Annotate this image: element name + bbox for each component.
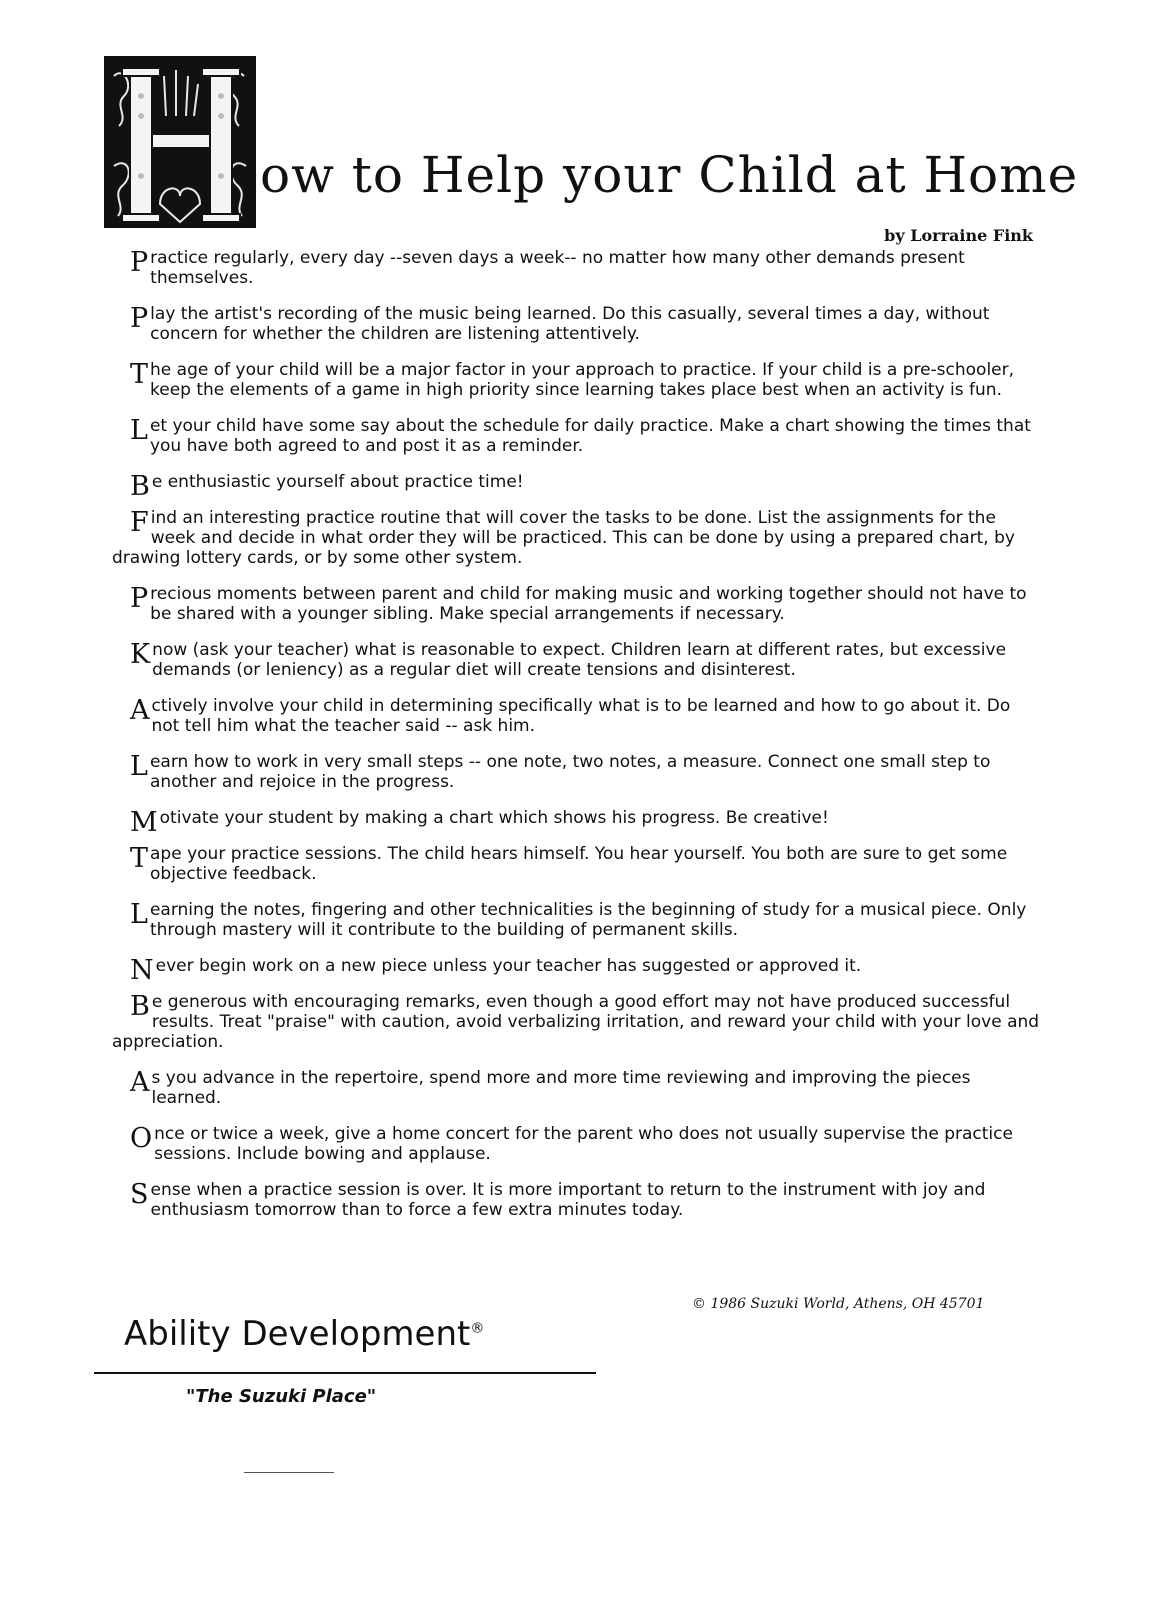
tip-initial: P (130, 247, 149, 278)
tip-initial: P (130, 583, 149, 614)
tip-initial: S (130, 1179, 149, 1210)
brand-name: Ability Development (124, 1314, 471, 1354)
brand-tagline: "The Suzuki Place" (186, 1386, 377, 1407)
tip-text: nce or twice a week, give a home concert for the parent who does not usually supervise the practice sessions. Include bowing and applause. (154, 1124, 1013, 1164)
tip-initial: O (130, 1123, 153, 1154)
tip-item (112, 248, 1042, 288)
tip-text: e enthusiastic yourself about practice time! (151, 472, 524, 492)
tip-text: ape your practice sessions. The child hears himself. You hear yourself. You both are sure to get some objective feedback. (150, 844, 1008, 884)
tip-text: now (ask your teacher) what is reasonable to expect. Children learn at different rates, but excessive demands (or leniency) as a regular diet will create tensions and disinterest. (152, 640, 1007, 680)
brand-divider (94, 1372, 596, 1374)
tip-item (112, 752, 1042, 792)
tip-item (112, 844, 1042, 884)
tip-item (112, 304, 1042, 344)
tip-text: recious moments between parent and child for making music and working together should not have to be shared with a younger sibling. Make special arrangements if necessary. (150, 584, 1027, 624)
tip-initial: T (130, 843, 149, 874)
tip-text: earning the notes, fingering and other technicalities is the beginning of study for a musical piece. Only through mastery will it contribute to the building of permanent skills. (149, 900, 1027, 940)
tip-text: lay the artist's recording of the music being learned. Do this casually, several times a day, without concern for whether the children are listening attentively. (150, 304, 990, 344)
tip-text: et your child have some say about the schedule for daily practice. Make a chart showing the times that you have both agreed to and post it as a reminder. (149, 416, 1031, 456)
tip-text: ctively involve your child in determining specifically what is to be learned and how to go about it. Do not tell him what the teacher said -- ask him. (151, 696, 1011, 736)
tip-initial: P (130, 303, 149, 334)
tip-item (112, 360, 1042, 400)
tip-initial: A (130, 695, 150, 726)
tip-item (112, 471, 1042, 502)
tip-text: ractice regularly, every day --seven days a week-- no matter how many other demands present themselves. (150, 248, 965, 288)
page-title: ow to Help your Child at Home (260, 146, 1079, 204)
tip-text: earn how to work in very small steps -- one note, two notes, a measure. Connect one small step to another and rejoice in the progress. (149, 752, 991, 792)
tip-item (112, 584, 1042, 624)
tip-item (112, 900, 1042, 940)
tip-item (112, 955, 1042, 986)
tip-item (112, 696, 1042, 736)
tip-item (112, 807, 1042, 838)
ornamental-initial-h-icon (104, 56, 256, 228)
tip-text: ind an interesting practice routine that will cover the tasks to be done. List the assignments for the week and decide in what order they will be practiced. This can be done by using a prepared chart, by drawing lottery cards, or by some other system. (112, 508, 1015, 568)
tip-text: ense when a practice session is over. It is more important to return to the instrument with joy and enthusiasm tomorrow than to force a few extra minutes today. (150, 1180, 986, 1220)
author-byline: by Lorraine Fink (884, 226, 1033, 245)
tips-list (112, 248, 1042, 1236)
title-block (96, 56, 1096, 236)
tip-initial: F (130, 507, 149, 538)
tip-initial: K (130, 639, 151, 670)
tip-initial: L (130, 415, 148, 446)
tip-initial: B (130, 471, 150, 502)
tip-text: s you advance in the repertoire, spend more and more time reviewing and improving the pieces learned. (151, 1068, 971, 1108)
tip-initial: L (130, 751, 148, 782)
tip-item (112, 1124, 1042, 1164)
tip-initial: N (130, 955, 154, 986)
tip-initial: A (130, 1067, 150, 1098)
tip-item (112, 992, 1042, 1052)
stray-mark (244, 1472, 334, 1473)
registered-mark: ® (470, 1320, 485, 1337)
tip-initial: T (130, 359, 149, 390)
tip-text: e generous with encouraging remarks, even though a good effort may not have produced successful results. Treat "praise" with caution, avoid verbalizing irritation, and reward your child with your love and appreciation. (112, 992, 1040, 1052)
tip-initial: B (130, 991, 150, 1022)
tip-text: ever begin work on a new piece unless your teacher has suggested or approved it. (155, 956, 862, 976)
tip-item (112, 416, 1042, 456)
tip-item (112, 1180, 1042, 1220)
tip-text: otivate your student by making a chart which shows his progress. Be creative! (159, 808, 829, 828)
tip-initial: L (130, 899, 148, 930)
copyright-notice: © 1986 Suzuki World, Athens, OH 45701 (692, 1296, 985, 1312)
tip-text: he age of your child will be a major factor in your approach to practice. If your child is a pre-schooler, keep the elements of a game in high priority since learning takes place best when an activity is fun. (150, 360, 1015, 400)
tip-initial: M (130, 807, 158, 838)
tip-item (112, 1068, 1042, 1108)
tip-item (112, 508, 1042, 568)
brand-logo-text (124, 1314, 484, 1354)
tip-item (112, 640, 1042, 680)
